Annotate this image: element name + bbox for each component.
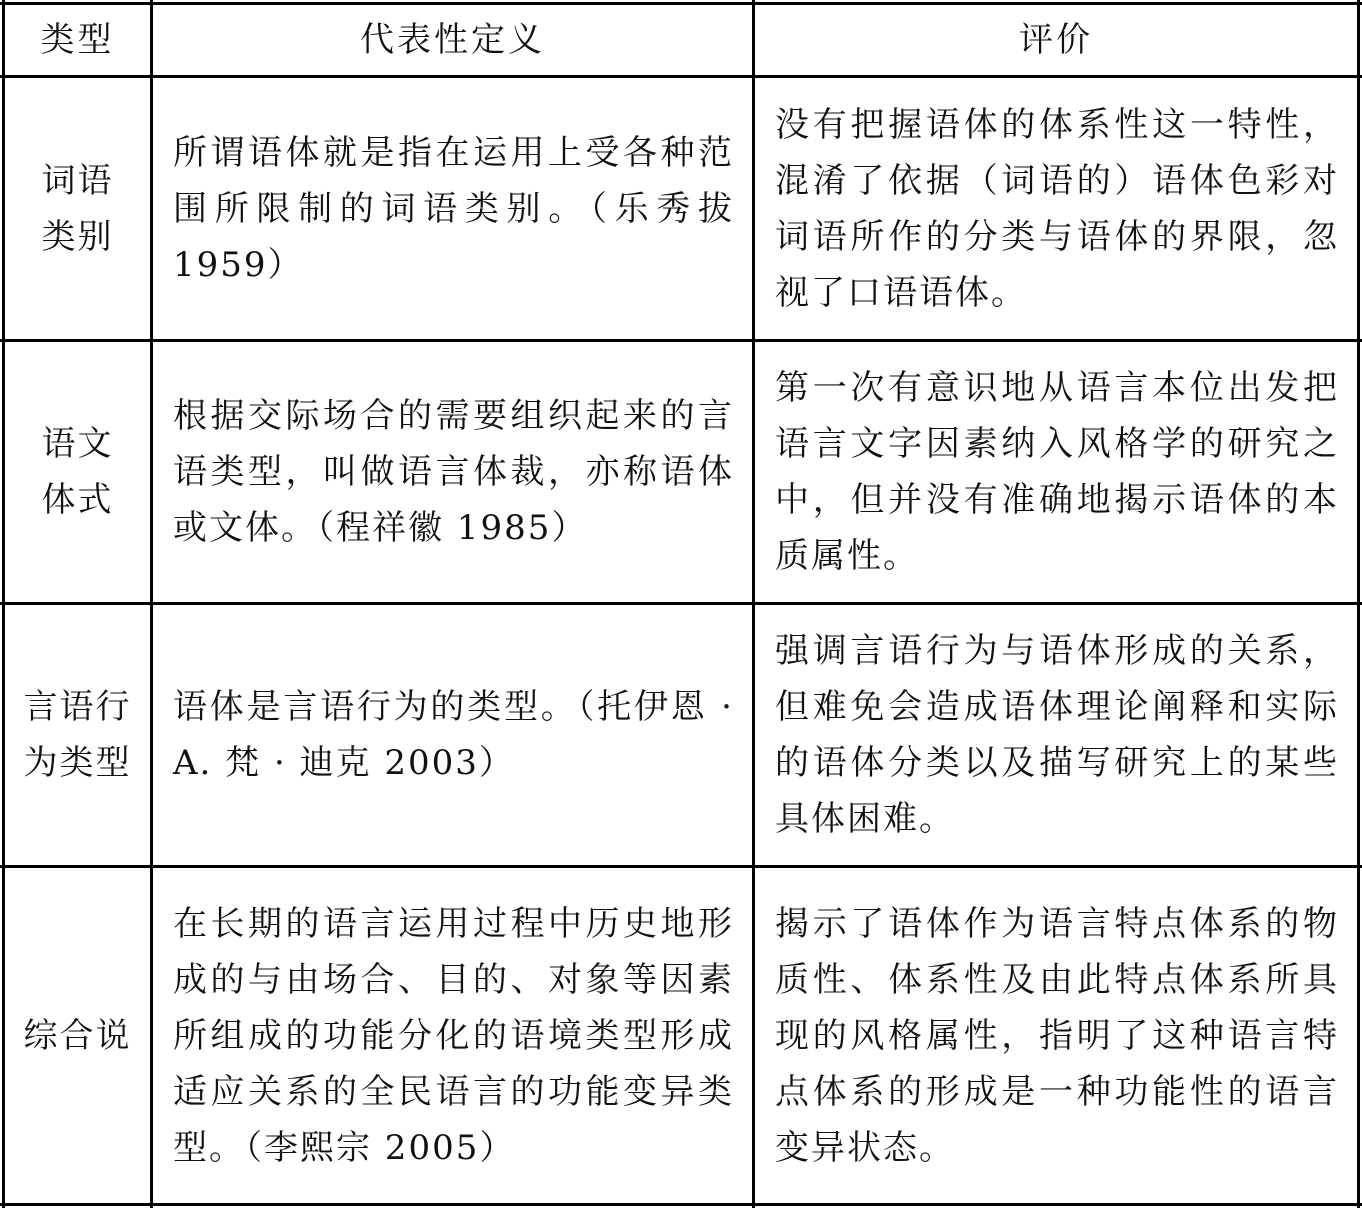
row-3-definition-text: 语体是言语行为的类型。（托伊恩 · A. 梵 · 迪克 2003）	[173, 687, 734, 783]
row-3-evaluation-text: 强调言语行为与语体形成的关系，但难免会造成语体理论阐释和实际的语体分类以及描写研究上的某些具体困难。	[775, 631, 1339, 839]
row-1-evaluation-text: 没有把握语体的体系性这一特性，混淆了依据（词语的）语体色彩对词语所作的分类与语体的界限，忽视了口语语体。	[775, 104, 1339, 313]
row-1-type: 词语 类别	[41, 160, 114, 257]
row-3-definition	[153, 605, 752, 865]
row-2-evaluation	[755, 342, 1357, 602]
row-1-evaluation	[755, 78, 1357, 339]
row-2-type: 语文 体式	[41, 424, 114, 520]
row-2-definition	[153, 342, 752, 602]
row-2-evaluation-text: 第一次有意识地从语言本位出发把语言文字因素纳入风格学的研究之中，但并没有准确地揭示语体的本质属性。	[775, 368, 1339, 576]
row-1-definition-text: 所谓语体就是指在运用上受各种范围所限制的词语类别。（乐秀拔 1959）	[173, 132, 734, 285]
header-evaluation: 评价	[1019, 20, 1093, 60]
row-3-evaluation	[755, 605, 1357, 865]
header-definition: 代表性定义	[360, 20, 545, 60]
row-4-type: 综合说	[23, 1015, 132, 1056]
row-2-definition-text: 根据交际场合的需要组织起来的言语类型，叫做语言体裁，亦称语体或文体。（程祥徽 1985）	[173, 396, 734, 548]
row-4-definition-text: 在长期的语言运用过程中历史地形成的与由场合、目的、对象等因素所组成的功能分化的语境类型形成适应关系的全民语言的功能变异类型。（李熙宗 2005）	[173, 903, 734, 1168]
row-3-type: 言语行 为类型	[23, 687, 132, 783]
header-type: 类型	[40, 20, 115, 60]
row-4-evaluation	[755, 868, 1357, 1203]
row-4-definition	[153, 868, 752, 1203]
table-border-bottom	[0, 1203, 1362, 1206]
row-1-definition	[153, 78, 752, 339]
row-4-evaluation-text: 揭示了语体作为语言特点体系的物质性、体系性及由此特点体系所具现的风格属性，指明了这种语言特点体系的形成是一种功能性的语言变异状态。	[775, 903, 1339, 1168]
